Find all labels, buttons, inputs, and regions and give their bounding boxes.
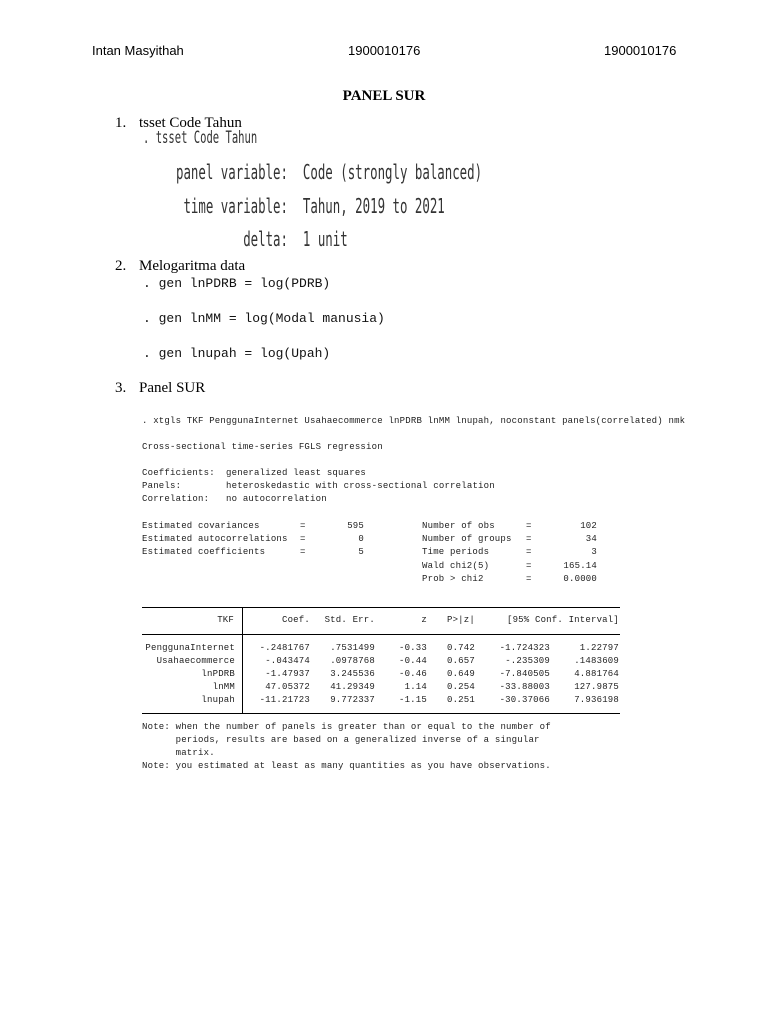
- cell-conf-low: -7.840505: [499, 669, 550, 679]
- info-panels: Panels: heteroskedastic with cross-sectional correlation: [142, 481, 495, 491]
- info-coefficients: Coefficients: generalized least squares: [142, 468, 367, 478]
- regression-title: Cross-sectional time-series FGLS regression: [142, 442, 383, 452]
- cell-conf-low: -33.88003: [499, 682, 550, 692]
- stat-equals: =: [526, 534, 532, 544]
- author-name: Intan Masyithah: [92, 43, 184, 58]
- section-number: 3.: [115, 380, 127, 396]
- note-line: Note: you estimated at least as many quantities as you have observations.: [142, 761, 551, 771]
- cell-z: -1.15: [398, 695, 427, 705]
- cell-std-err: 3.245536: [330, 669, 375, 679]
- cell-p: 0.251: [446, 695, 475, 705]
- cell-p: 0.254: [446, 682, 475, 692]
- cell-coef: -.2481767: [259, 643, 310, 653]
- table-vertical-rule: [242, 607, 243, 714]
- stat-value: 595: [347, 521, 364, 531]
- log-command-mm: . gen lnMM = log(Modal manusia): [143, 311, 385, 326]
- dependent-variable: TKF: [217, 615, 234, 625]
- section-number: 2.: [115, 258, 127, 274]
- stat-equals: =: [526, 521, 532, 531]
- cell-p: 0.649: [446, 669, 475, 679]
- col-header-z: z: [421, 615, 427, 625]
- section-heading-text: Melogaritma data: [139, 258, 246, 274]
- student-id: 1900010176: [348, 43, 421, 58]
- cell-z: -0.33: [398, 643, 427, 653]
- cell-z: 1.14: [404, 682, 427, 692]
- note-line: matrix.: [142, 748, 215, 758]
- stat-label: Estimated autocorrelations: [142, 534, 288, 544]
- section-heading-text: Panel SUR: [139, 380, 206, 396]
- stat-label: Number of obs: [422, 521, 495, 531]
- stat-equals: =: [300, 521, 306, 531]
- tsset-time-variable: time variable: Tahun, 2019 to 2021: [176, 194, 445, 218]
- stat-value: 5: [358, 547, 364, 557]
- row-label: lnMM: [212, 682, 235, 692]
- log-command-upah: . gen lnupah = log(Upah): [143, 346, 331, 361]
- col-header-p: P>|z|: [446, 615, 475, 625]
- stat-value: 0.0000: [563, 574, 597, 584]
- note-line: Note: when the number of panels is greater than or equal to the number of: [142, 722, 551, 732]
- cell-std-err: .0978768: [330, 656, 375, 666]
- stat-label: Time periods: [422, 547, 490, 557]
- table-top-rule: [142, 607, 620, 608]
- cell-conf-high: 4.881764: [574, 669, 619, 679]
- stat-value: 34: [585, 534, 597, 544]
- section-number: 1.: [115, 115, 127, 131]
- tsset-delta: delta: 1 unit: [176, 227, 348, 251]
- stat-equals: =: [526, 561, 532, 571]
- stat-equals: =: [300, 534, 306, 544]
- section-heading-2: [115, 258, 245, 275]
- stat-label: Estimated coefficients: [142, 547, 266, 557]
- cell-coef: -11.21723: [259, 695, 310, 705]
- row-label: Usahaecommerce: [156, 656, 235, 666]
- stat-equals: =: [526, 574, 532, 584]
- stat-label: Wald chi2(5): [422, 561, 490, 571]
- student-id-2: 1900010176: [604, 43, 677, 58]
- cell-conf-high: .1483609: [574, 656, 619, 666]
- cell-conf-high: 127.9875: [574, 682, 619, 692]
- tsset-command: . tsset Code Tahun: [143, 128, 258, 148]
- cell-std-err: 41.29349: [330, 682, 375, 692]
- note-line: periods, results are based on a generalized inverse of a singular: [142, 735, 540, 745]
- col-header-conf-interval: [95% Conf. Interval]: [506, 615, 619, 625]
- tsset-panel-variable: panel variable: Code (strongly balanced): [176, 160, 483, 184]
- stat-value: 3: [591, 547, 597, 557]
- cell-conf-low: -1.724323: [499, 643, 550, 653]
- cell-conf-high: 7.936198: [574, 695, 619, 705]
- log-command-pdrb: . gen lnPDRB = log(PDRB): [143, 276, 331, 291]
- cell-conf-low: -.235309: [505, 656, 550, 666]
- stat-value: 102: [580, 521, 597, 531]
- col-header-coef: Coef.: [281, 615, 310, 625]
- stat-equals: =: [526, 547, 532, 557]
- row-label: PenggunaInternet: [145, 643, 235, 653]
- stat-value: 165.14: [563, 561, 597, 571]
- cell-conf-low: -30.37066: [499, 695, 550, 705]
- cell-std-err: .7531499: [330, 643, 375, 653]
- cell-z: -0.46: [398, 669, 427, 679]
- stat-label: Estimated covariances: [142, 521, 260, 531]
- info-correlation: Correlation: no autocorrelation: [142, 494, 327, 504]
- stat-equals: =: [300, 547, 306, 557]
- stat-label: Number of groups: [422, 534, 512, 544]
- stat-label: Prob > chi2: [422, 574, 484, 584]
- cell-coef: -.043474: [265, 656, 310, 666]
- cell-std-err: 9.772337: [330, 695, 375, 705]
- cell-p: 0.657: [446, 656, 475, 666]
- col-header-std-err: Std. Err.: [324, 615, 375, 625]
- stat-value: 0: [358, 534, 364, 544]
- section-heading-text: tsset Code Tahun: [139, 115, 242, 131]
- section-heading-3: [115, 380, 205, 397]
- row-label: lnupah: [201, 695, 235, 705]
- table-bottom-rule: [142, 713, 620, 714]
- cell-z: -0.44: [398, 656, 427, 666]
- cell-coef: -1.47937: [265, 669, 310, 679]
- cell-coef: 47.05372: [265, 682, 310, 692]
- page-title: PANEL SUR: [342, 88, 426, 104]
- xtgls-command: . xtgls TKF PenggunaInternet Usahaecommerce lnPDRB lnMM lnupah, noconstant panels(correlated) nmk: [142, 416, 686, 426]
- cell-conf-high: 1.22797: [579, 643, 619, 653]
- table-header-rule: [142, 634, 620, 635]
- cell-p: 0.742: [446, 643, 475, 653]
- row-label: lnPDRB: [201, 669, 235, 679]
